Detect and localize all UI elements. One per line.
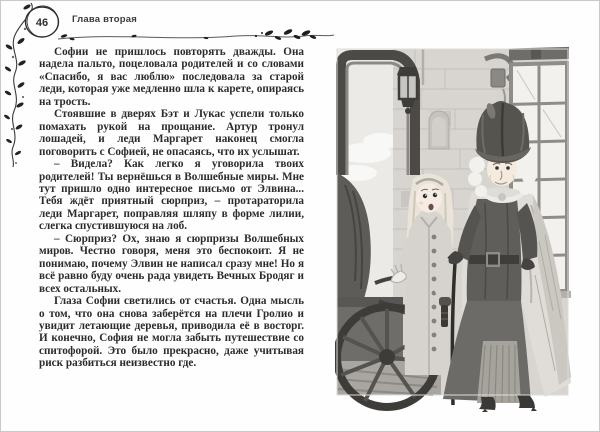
chapter-header: Глава вторая [72, 14, 137, 25]
paragraph: Софии не пришлось повторять дважды. Она надела пальто, поцеловала родителей и со словами «Спасибо, я вас люблю» последовала за старой леди, которая уже медленно шла к карете, опираясь на трость. [39, 46, 304, 108]
paragraph: – Сюрприз? Ох, знаю я сюрпризы Волшебных миров. Честно говоря, меня это беспокоит. Я не понимаю, почему Элвин не написал сразу мне! Но я всё равно буду очень рада увидеть Вечных Бродяг и всех остальных. [39, 232, 304, 295]
header-rule-ornament-icon [56, 27, 336, 47]
page-number: 46 [35, 16, 49, 29]
paragraph: – Видела? Как легко я уговорила твоих родителей! Ты вернёшься в Волшебные миры. Мне тут пришло одно интересное письмо от Элвина... Тебя ждёт приятный сюрприз, – протараторила леди Маргарет, поправляя шляпу в форме лилии, слегка спустившуюся на лоб. [39, 158, 304, 233]
paragraph: Глаза Софии светились от счастья. Одна мысль о том, что она снова заберётся на плечи Гролио и увидит летающие деревья, приводила её в восторг. И конечно, София не могла забыть путешествие со спитофорой. Это было прекрасно, даже учитывая риск разбиться неизвестно где. [39, 295, 304, 370]
paragraph: Стоявшие в дверях Бэт и Лукас успели только помахать рукой на прощание. Артур тронул лошадей, и леди Маргарет наконец смогла поговорить с Софией, не опасаясь, что их услышат. [39, 108, 304, 158]
text-column [39, 46, 304, 370]
story-illustration [335, 45, 575, 413]
